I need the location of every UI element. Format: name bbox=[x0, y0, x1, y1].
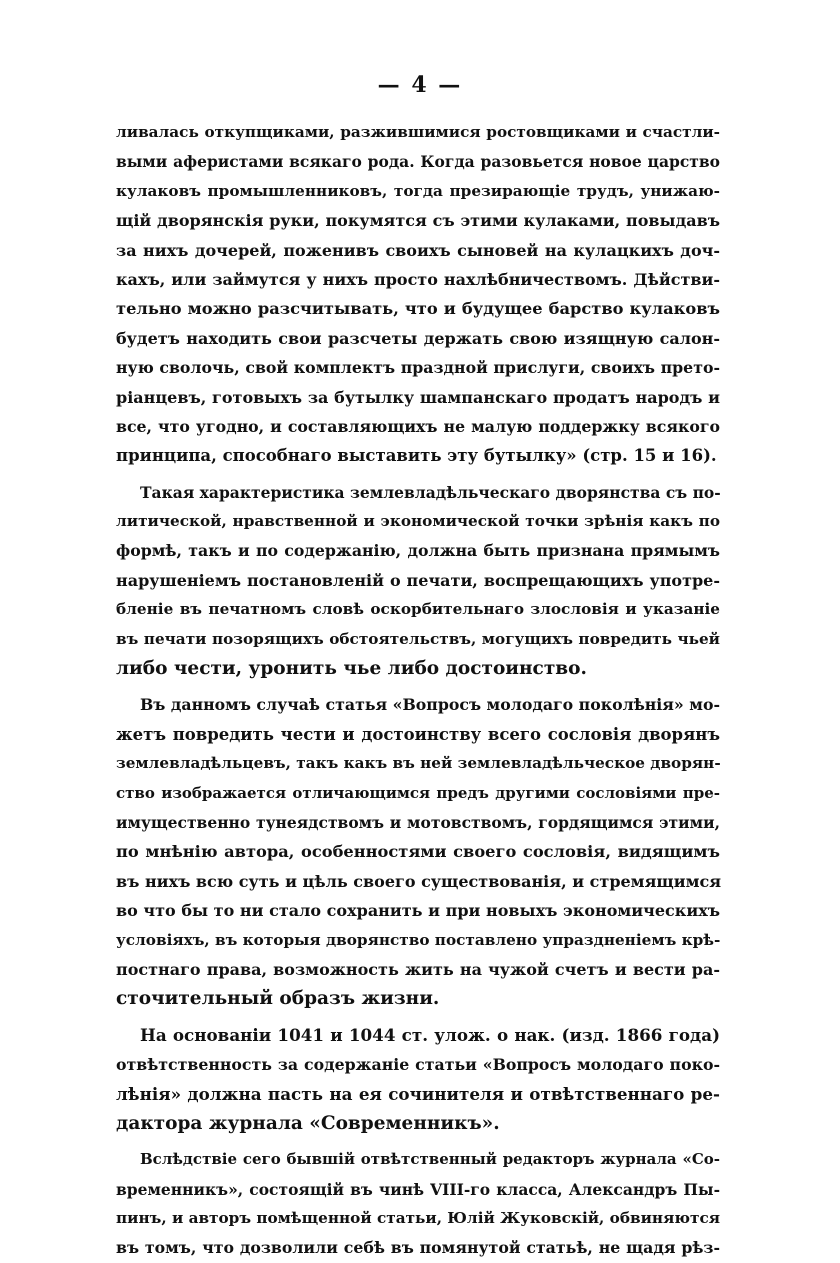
text-line: выми аферистами всякаго рода. Когда разовьется новое царство bbox=[116, 152, 720, 172]
text-line: будетъ находить свои разсчеты держать свою изящную салон- bbox=[116, 328, 720, 348]
text-line: сточительный образъ жизни. bbox=[116, 988, 440, 1010]
text-line: имущественно тунеядствомъ и мотовствомъ, гордящимся этими, bbox=[116, 812, 720, 832]
text-line: принципа, способнаго выставить эту бутылку» (стр. 15 и 16). bbox=[116, 446, 717, 466]
text-line: На основанiи 1041 и 1044 ст. улож. о нак. (изд. 1866 года) bbox=[140, 1024, 720, 1045]
text-line: бленiе въ печатномъ словѣ оскорбительнаго злословiя и указанiе bbox=[116, 600, 720, 619]
page-number: — 4 — bbox=[377, 72, 463, 98]
text-line: за нихъ дочерей, поженивъ своихъ сыновей на кулацкихъ доч- bbox=[116, 240, 720, 260]
text-line: временникъ», состоящiй въ чинѣ VIII-го класса, Александръ Пы- bbox=[116, 1179, 720, 1199]
text-line: либо чести, уронить чье либо достоинство. bbox=[116, 658, 587, 680]
paragraph-5 bbox=[116, 1145, 720, 1263]
text-line: щiй дворянскiя руки, покумятся съ этими кулаками, повыдавъ bbox=[116, 211, 720, 231]
text-line: нарушенiемъ постановленiй о печати, воспрещающихъ употре- bbox=[116, 570, 720, 590]
text-line: лѣнiя» должна пасть на ея сочинителя и отвѣтственнаго ре- bbox=[116, 1083, 720, 1104]
text-line: Такая характеристика землевладѣльческаго дворянства съ по- bbox=[140, 482, 721, 502]
text-line: пинъ, и авторъ помѣщенной статьи, Юлiй Жуковскiй, обвиняются bbox=[116, 1209, 720, 1228]
body-text bbox=[116, 118, 720, 1263]
text-line: Въ данномъ случаѣ статья «Вопросъ молодаго поколѣнiя» мо- bbox=[140, 695, 720, 715]
text-line: въ нихъ всю суть и цѣль своего существованiя, и стремящимся bbox=[116, 871, 722, 891]
text-line: Вслѣдствiе сего бывшiй отвѣтственный редакторъ журнала «Со- bbox=[140, 1150, 720, 1169]
text-line: тельно можно разсчитывать, что и будущее барство кулаковъ bbox=[116, 299, 720, 319]
text-line: условiяхъ, въ которыя дворянство поставлено упраздненiемъ крѣ- bbox=[116, 930, 721, 949]
text-line: ство изображается отличающимся предъ другими сословiями пре- bbox=[116, 783, 720, 802]
paragraph-3 bbox=[116, 690, 720, 1013]
text-line: по мнѣнiю автора, особенностями своего сословiя, видящимъ bbox=[116, 842, 720, 862]
text-line: во что бы то ни стало сохранить и при новыхъ экономическихъ bbox=[116, 901, 720, 921]
text-line: формѣ, такъ и по содержанiю, должна быть признана прямымъ bbox=[116, 541, 720, 561]
text-line: ливалась откупщиками, разжившимися ростовщиками и счастли- bbox=[116, 123, 720, 141]
text-line: дактора журнала «Современникъ». bbox=[116, 1112, 500, 1134]
text-line: литической, нравственной и экономической точки зрѣнiя какъ по bbox=[116, 512, 720, 531]
text-line: жетъ повредить чести и достоинству всего сословiя дворянъ bbox=[116, 724, 720, 744]
text-line: кулаковъ промышленниковъ, тогда презирающiе трудъ, унижаю- bbox=[116, 181, 720, 200]
paragraph-2 bbox=[116, 478, 720, 684]
text-line: постнаго права, возможность жить на чужой счетъ и вести ра- bbox=[116, 959, 720, 979]
text-line: все, что угодно, и составляющихъ не малую поддержку всякого bbox=[116, 416, 720, 436]
text-line: ную сволочь, свой комплектъ праздной прислуги, своихъ прето- bbox=[116, 358, 720, 378]
text-line: отвѣтственность за содержанiе статьи «Вопросъ молодаго поко- bbox=[116, 1055, 720, 1075]
text-line: рiанцевъ, готовыхъ за бутылку шампанскаго продатъ народъ и bbox=[116, 387, 720, 407]
paragraph-1 bbox=[116, 118, 720, 471]
text-line: въ печати позорящихъ обстоятельствъ, могущихъ повредить чьей bbox=[116, 629, 720, 648]
paragraph-4 bbox=[116, 1021, 720, 1139]
text-line: землевладѣльцевъ, такъ какъ въ ней землевладѣльческое дворян- bbox=[116, 754, 721, 773]
text-line: кахъ, или займутся у нихъ просто нахлѣбничествомъ. Дѣйстви- bbox=[116, 269, 720, 289]
text-line: въ томъ, что дозволили себѣ въ помянутой статьѣ, не щадя рѣз- bbox=[116, 1238, 720, 1258]
